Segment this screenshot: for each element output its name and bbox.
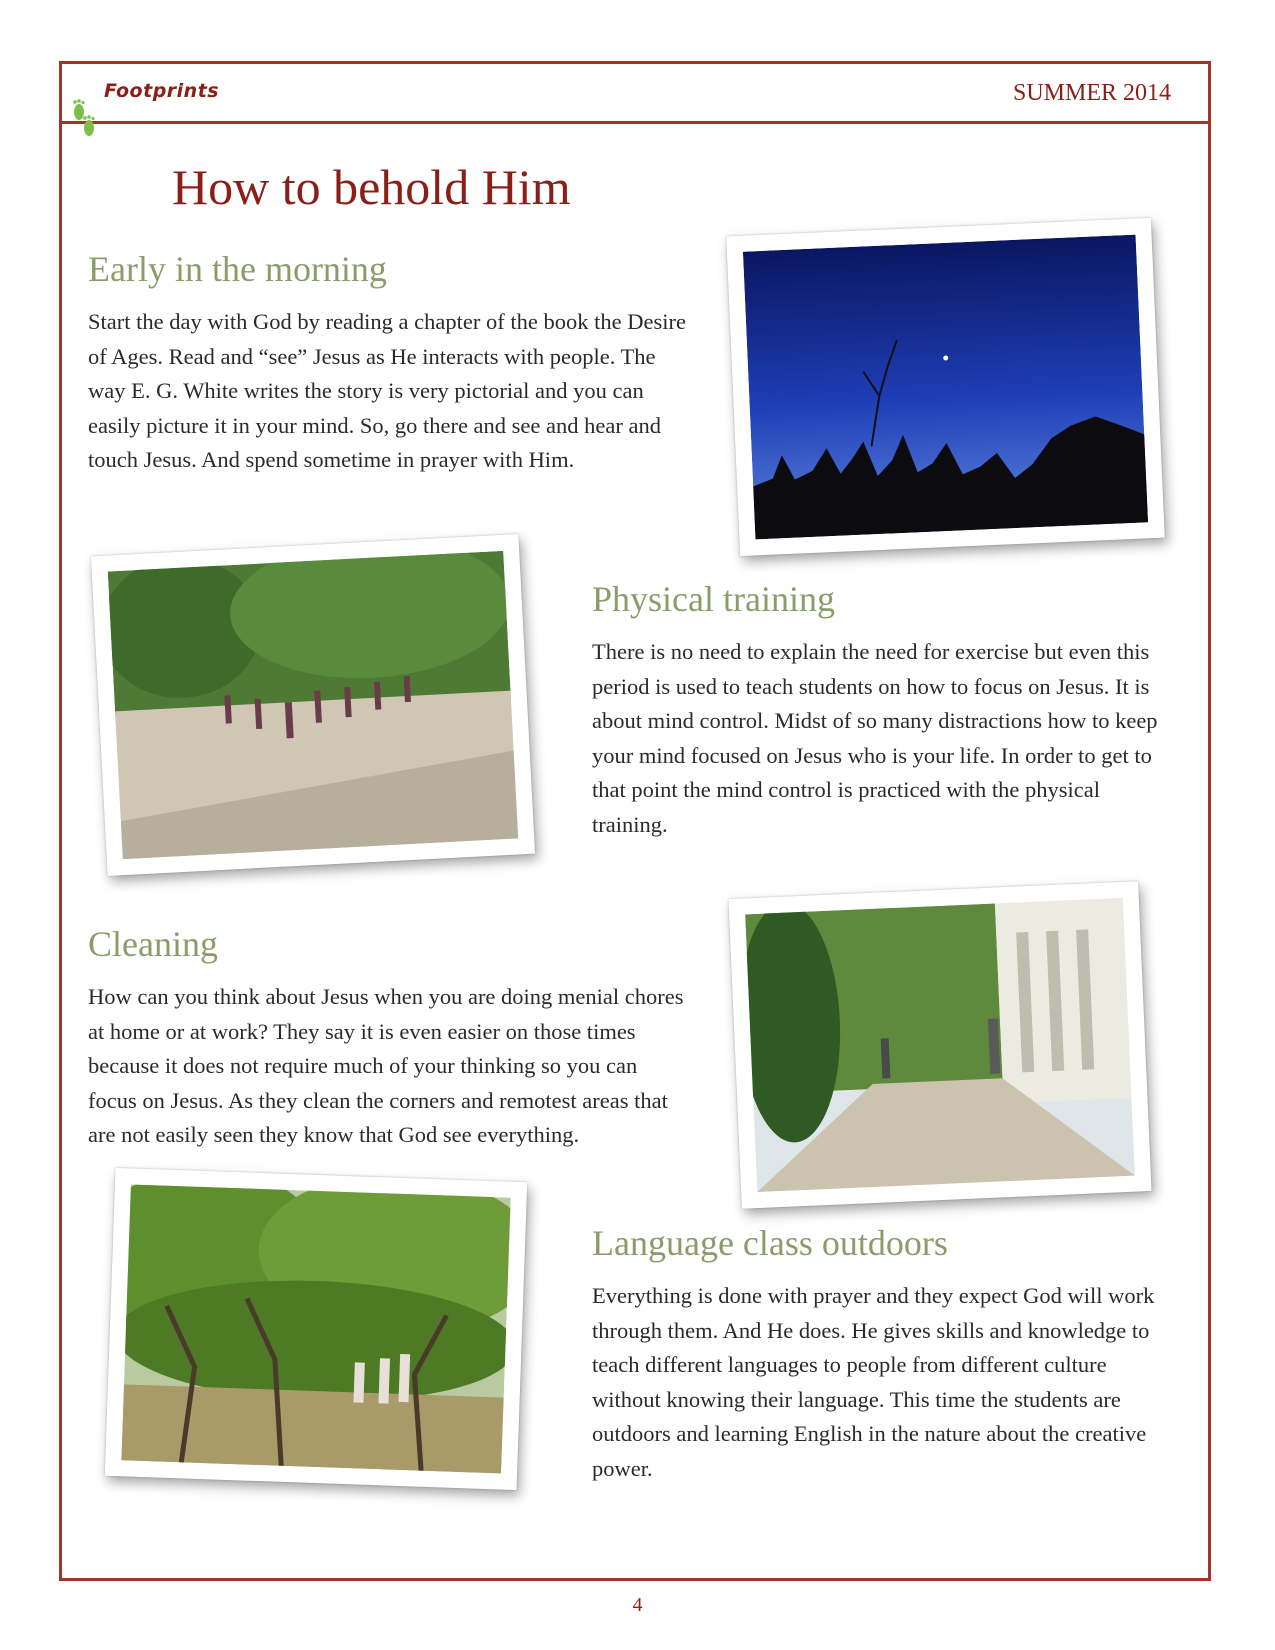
section-body-cleaning: How can you think about Jesus when you are doing menial chores at home or at work? They say it is even easier on those times because it does not require much of your thinking so you can focus on Jesus. As they clean the corners and remotest areas that are not easily seen they know that God see everything. [88, 984, 684, 1147]
section-body-language: Everything is done with prayer and they expect God will work through them. And He does. He gives skills and knowledge to teach different languages to people from different culture without knowing their language. This time the students are outdoors and learning English in the nature about the creative power. [592, 1283, 1155, 1481]
masthead: Footprints [104, 80, 220, 102]
section-heading-physical: Physical training [592, 579, 835, 619]
section-heading-cleaning: Cleaning [88, 924, 218, 964]
photo-cleaning [728, 881, 1151, 1209]
footprints-icon [70, 98, 98, 140]
section-body-physical: There is no need to explain the need for exercise but even this period is used to teach students on how to focus on Jesus. It is about mind control. Midst of so many distractions how to keep your mind focused on Jesus who is your life. In order to get to that point the mind control is practiced with the physical training. [592, 639, 1158, 837]
photo-physical-training [91, 534, 535, 876]
header-rule [59, 121, 1211, 124]
page-number: 4 [632, 1594, 643, 1616]
section-body-morning: Start the day with God by reading a chapter of the book the Desire of Ages. Read and “see” Jesus as He interacts with people. The way E. G. White writes the story is very pictorial and you can easily picture it in your mind. So, go there and see and hear and touch Jesus. And spend sometime in prayer with Him. [88, 309, 686, 472]
section-heading-morning: Early in the morning [88, 249, 387, 289]
section-heading-language: Language class outdoors [592, 1223, 948, 1263]
photo-night-sky [726, 218, 1165, 556]
photo-language-class [105, 1168, 527, 1490]
page-title: How to behold Him [172, 159, 571, 215]
issue-date: SUMMER 2014 [1012, 80, 1171, 106]
